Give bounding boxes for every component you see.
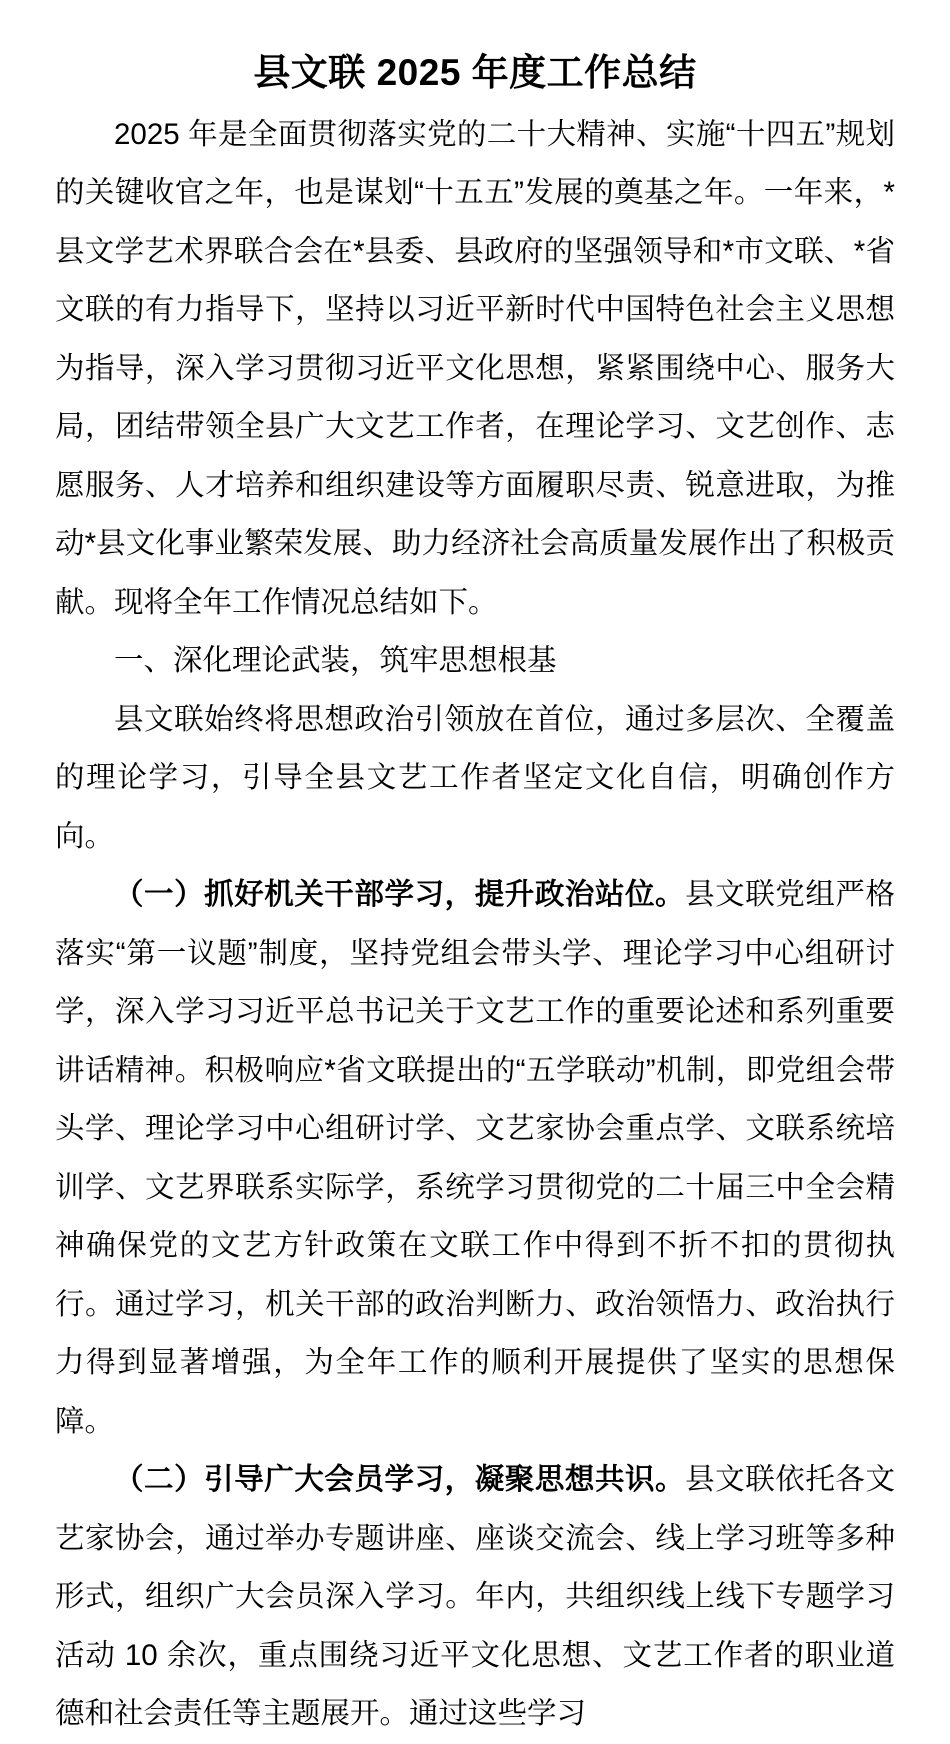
subsection-heading-1-2: （二）引导广大会员学习，凝聚思想共识。	[114, 1463, 686, 1497]
paragraph-sub-1-1	[55, 866, 895, 1451]
subsection-body-1-2: 县文联依托各文艺家协会，通过举办专题讲座、座谈交流会、线上学习班等多种形式，组织广大会员深入学习。年内，共组织线上线下专题学习活动 10 余次，重点围绕习近平文化思想、文艺工作者的职业道德和社会责任等主题展开。通过这些学习	[55, 1463, 895, 1731]
paragraph-sub-1-2	[55, 1451, 895, 1744]
subsection-heading-1-1: （一）抓好机关干部学习，提升政治站位。	[114, 878, 686, 912]
paragraph-section-1-intro: 县文联始终将思想政治引领放在首位，通过多层次、全覆盖的理论学习，引导全县文艺工作者坚定文化自信，明确创作方向。	[55, 702, 895, 853]
paragraph-intro: 2025 年是全面贯彻落实党的二十大精神、实施“十四五”规划的关键收官之年，也是谋划“十五五”发展的奠基之年。一年来，*县文学艺术界联合会在*县委、县政府的坚强领导和*市文联、*省文联的有力指导下，坚持以习近平新时代中国特色社会主义思想为指导，深入学习贯彻习近平文化思想，紧紧围绕中心、服务大局，团结带领全县广大文艺工作者，在理论学习、文艺创作、志愿服务、人才培养和组织建设等方面履职尽责、锐意进取，为推动*县文化事业繁荣发展、助力经济社会高质量发展作出了积极贡献。现将全年工作情况总结如下。	[55, 117, 895, 619]
section-heading-1: 一、深化理论武装，筑牢思想根基	[114, 644, 557, 678]
subsection-body-1-1: 县文联党组严格落实“第一议题”制度，坚持党组会带头学、理论学习中心组研讨学，深入学习习近平总书记关于文艺工作的重要论述和系列重要讲话精神。积极响应*省文联提出的“五学联动”机制，即党组会带头学、理论学习中心组研讨学、文艺家协会重点学、文联系统培训学、文艺界联系实际学，系统学习贯彻党的二十届三中全会精神确保党的文艺方针政策在文联工作中得到不折不扣的贯彻执行。通过学习，机关干部的政治判断力、政治领悟力、政治执行力得到显著增强，为全年工作的顺利开展提供了坚实的思想保障。	[55, 878, 895, 1438]
page-title: 县文联 2025 年度工作总结	[253, 52, 697, 93]
